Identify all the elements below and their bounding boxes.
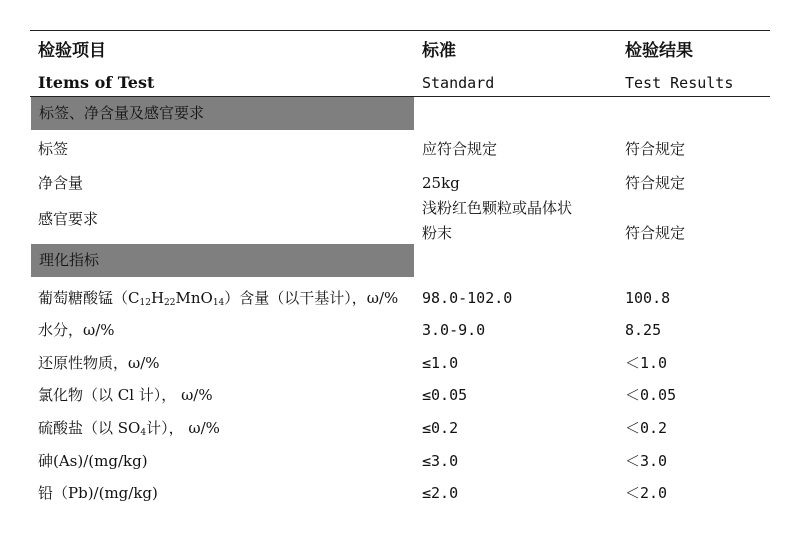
row-item: 还原性物质，ω/% bbox=[38, 354, 160, 372]
header-result-cn: 检验结果 bbox=[625, 41, 693, 61]
row-result: ＜3.0 bbox=[625, 452, 668, 470]
row-item: 净含量 bbox=[38, 174, 84, 192]
row-result: ＜0.2 bbox=[625, 419, 668, 437]
row-result: 8.25 bbox=[625, 321, 662, 339]
section-title: 理化指标 bbox=[39, 251, 100, 269]
row-standard: 98.0-102.0 bbox=[422, 289, 513, 307]
row-result: 100.8 bbox=[625, 289, 671, 307]
row-item: 氯化物（以 Cl 计）， ω/% bbox=[38, 386, 213, 404]
row-result: ＜1.0 bbox=[625, 354, 668, 372]
row-item: 铅（Pb)/(mg/kg) bbox=[38, 484, 158, 502]
row-result: ＜2.0 bbox=[625, 484, 668, 502]
row-standard: ≤0.05 bbox=[422, 386, 468, 404]
row-standard-line2: 粉末 bbox=[422, 224, 453, 242]
section-title: 标签、净含量及感官要求 bbox=[39, 104, 205, 122]
row-standard: ≤0.2 bbox=[422, 419, 459, 437]
section-band-physicochemical bbox=[31, 244, 414, 277]
row-standard: ≤1.0 bbox=[422, 354, 459, 372]
row-item: 水分，ω/% bbox=[38, 321, 115, 339]
row-item-sulfate: 硫酸盐（以 $SO_4$计）， ω/% bbox=[38, 419, 220, 438]
row-result: 符合规定 bbox=[625, 224, 686, 242]
row-item: 砷(As)/(mg/kg) bbox=[38, 452, 148, 470]
row-result: 符合规定 bbox=[625, 174, 686, 192]
row-standard: 应符合规定 bbox=[422, 140, 498, 158]
row-result: ＜0.05 bbox=[625, 386, 677, 404]
row-standard: ≤2.0 bbox=[422, 484, 459, 502]
row-item: 感官要求 bbox=[38, 210, 99, 228]
header-standard-en: Standard bbox=[422, 74, 495, 92]
top-rule bbox=[30, 30, 770, 31]
header-result-en: Test Results bbox=[625, 74, 734, 92]
row-standard: 25kg bbox=[422, 174, 460, 192]
row-standard: ≤3.0 bbox=[422, 452, 459, 470]
header-item-en: Items of Test bbox=[38, 73, 155, 92]
row-result: 符合规定 bbox=[625, 140, 686, 158]
row-item-manganese-gluconate: 葡萄糖酸锰$(C_{12}H_{22}MnO_{14})$含量（以干基计），ω/% bbox=[38, 289, 399, 308]
row-item: 标签 bbox=[38, 140, 69, 158]
row-standard-line1: 浅粉红色颗粒或晶体状 bbox=[422, 199, 573, 217]
header-item-cn: 检验项目 bbox=[38, 41, 106, 61]
row-standard: 3.0-9.0 bbox=[422, 321, 486, 339]
section-band-label-sensory bbox=[31, 97, 414, 130]
header-standard-cn: 标准 bbox=[422, 41, 456, 61]
